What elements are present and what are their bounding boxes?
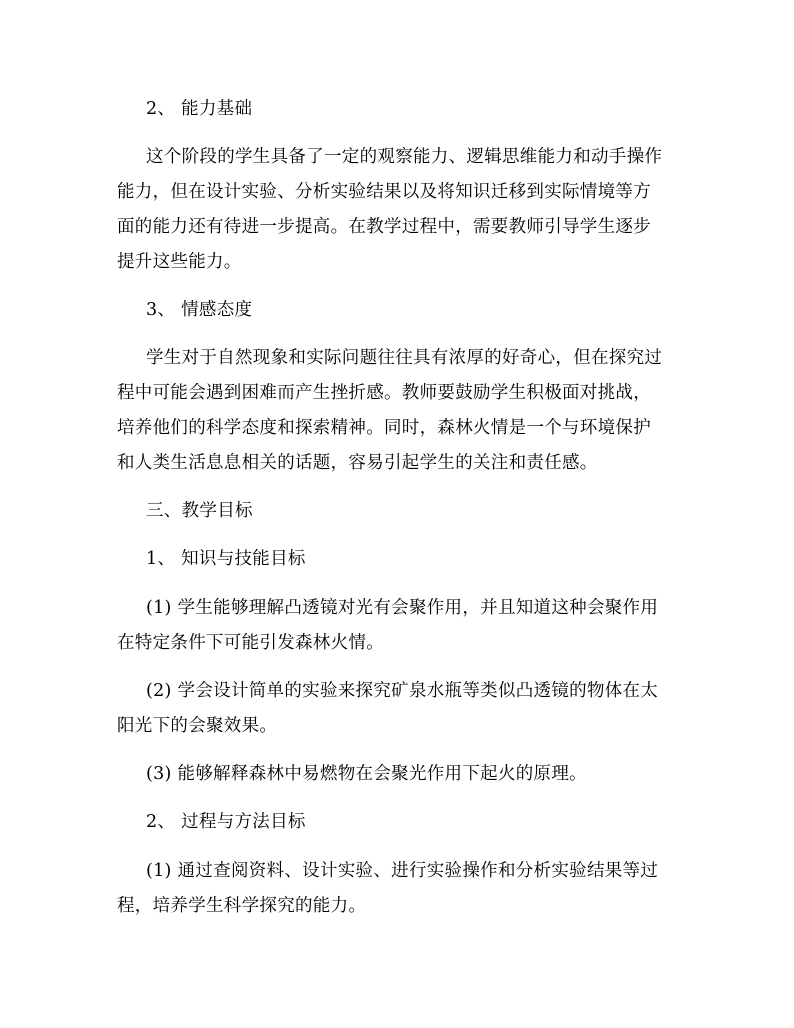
paragraph-line: 学生对于自然现象和实际问题往往具有浓厚的好奇心，但在探究过 xyxy=(146,348,663,368)
paragraph-line: 面的能力还有待进一步提高。在教学过程中，需要教师引导学生逐步 xyxy=(117,217,651,237)
paragraph-line: 提升这些能力。 xyxy=(117,252,242,272)
paragraph-line: 这个阶段的学生具备了一定的观察能力、逻辑思维能力和动手操作 xyxy=(146,147,663,167)
heading-process-method-goals: 2、 过程与方法目标 xyxy=(146,812,306,832)
list-item-line: (2) 学会设计简单的实验来探究矿泉水瓶等类似凸透镜的物体在太 xyxy=(146,681,659,701)
list-item-line: 阳光下的会聚效果。 xyxy=(117,716,278,736)
paragraph-line: 程中可能会遇到困难而产生挫折感。教师要鼓励学生积极面对挑战， xyxy=(117,383,651,403)
paragraph-line: 和人类生活息息相关的话题，容易引起学生的关注和责任感。 xyxy=(117,453,598,473)
list-item-line: (1) 学生能够理解凸透镜对光有会聚作用，并且知道这种会聚作用 xyxy=(146,598,659,618)
heading-emotional-attitude: 3、 情感态度 xyxy=(146,300,253,320)
section-title-teaching-goals: 三、教学目标 xyxy=(146,501,253,521)
heading-ability-basis: 2、 能力基础 xyxy=(146,99,253,119)
list-item-line: (1) 通过查阅资料、设计实验、进行实验操作和分析实验结果等过 xyxy=(146,861,659,881)
heading-knowledge-skill-goals: 1、 知识与技能目标 xyxy=(146,549,306,569)
list-item-line: 在特定条件下可能引发森林火情。 xyxy=(117,633,384,653)
list-item-line: (3) 能够解释森林中易燃物在会聚光作用下起火的原理。 xyxy=(146,764,587,784)
list-item-line: 程，培养学生科学探究的能力。 xyxy=(117,896,367,916)
paragraph-line: 能力，但在设计实验、分析实验结果以及将知识迁移到实际情境等方 xyxy=(117,182,651,202)
paragraph-line: 培养他们的科学态度和探索精神。同时，森林火情是一个与环境保护 xyxy=(117,418,651,438)
